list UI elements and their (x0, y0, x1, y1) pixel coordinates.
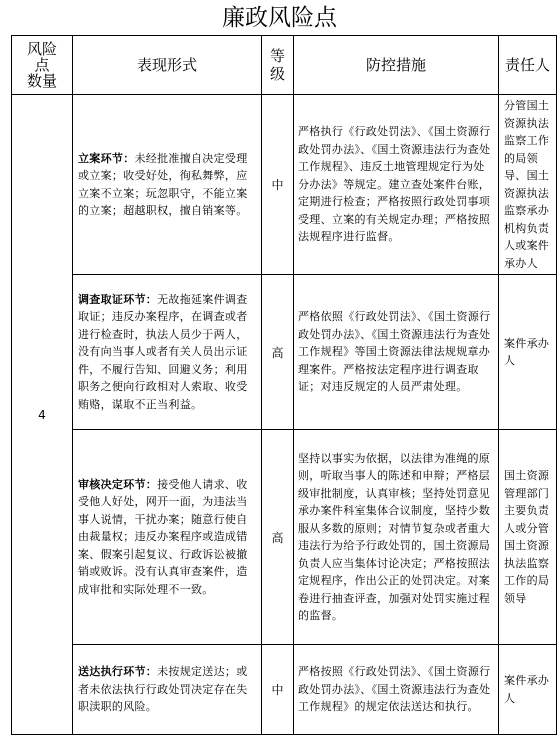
table-row (12, 275, 557, 430)
header-count-line: 数量 (26, 72, 57, 90)
stage-label: 送达执行环节： (78, 665, 158, 679)
header-count-line: 风险 (26, 40, 57, 58)
header-responsible: 责任人 (499, 36, 557, 95)
table-row (12, 95, 557, 275)
stage-label: 立案环节： (78, 151, 135, 165)
level-cell: 高 (262, 430, 294, 645)
measures-cell: 严格依照《行政处罚法》、《国土资源行政处罚办法》、《国土资源违法行为查处工作规程》等国土资源法律法规规章办理案件。严格按法定程序进行调查取证；对违反规定的人员严肃处理。 (294, 275, 499, 430)
header-level (262, 36, 294, 95)
header-count-line: 点 (34, 56, 50, 74)
header-count (12, 36, 73, 95)
risk-table (11, 35, 557, 735)
level-cell: 中 (262, 645, 294, 735)
responsible-cell: 案件承办人 (499, 645, 557, 735)
form-text: 未按规定送达；或者未依法执行行政处罚决定存在失职渎职的风险。 (78, 665, 248, 714)
form-text: 未经批准擅自决定受理或立案；收受好处，徇私舞弊，应立案不立案；玩忽职守，不能立案的立案；超越职权，擅自销案等。 (78, 151, 248, 217)
form-cell (73, 645, 262, 735)
table-row (12, 430, 557, 645)
level-cell: 高 (262, 275, 294, 430)
header-level-line: 等 (269, 47, 285, 65)
header-form: 表现形式 (73, 36, 262, 95)
header-measures: 防控措施 (294, 36, 499, 95)
header-level-line: 级 (269, 65, 285, 83)
stage-label: 审核决定环节： (78, 477, 158, 491)
table-row (12, 645, 557, 735)
stage-label: 调查取证环节： (78, 292, 158, 306)
responsible-cell: 国土资源管理部门主要负责人或分管国土资源执法监察工作的局领导 (499, 430, 557, 645)
form-text: 接受他人请求、收受他人好处，网开一面，为违法当事人说情，干扰办案；随意行使自由裁量权；违反办案程序或造成错案、假案引起复议、行政诉讼被撤销或败诉。没有认真审查案件，造成审批和实际处理不一致。 (78, 477, 248, 596)
risk-count: 4 (12, 95, 73, 735)
responsible-cell: 分管国土资源执法监察工作的局领导、国土资源执法监察承办机构负责人或案件承办人 (499, 95, 557, 275)
responsible-cell: 案件承办人 (499, 275, 557, 430)
form-cell (73, 275, 262, 430)
page-title: 廉政风险点 (222, 5, 337, 31)
measures-cell: 严格按照《行政处罚法》、《国土资源行政处罚办法》、《国土资源违法行为查处工作规程》的规定依法送达和执行。 (294, 645, 499, 735)
form-cell (73, 95, 262, 275)
level-cell: 中 (262, 95, 294, 275)
form-text: 无故拖延案件调查取证；违反办案程序，在调查或者进行检查时，执法人员少于两人，没有向当事人或者有关人员出示证件，不履行告知、回避义务；利用职务之便向行政相对人索取、收受贿赂，谋取不正当利益。 (78, 292, 248, 411)
form-cell (73, 430, 262, 645)
measures-cell: 坚持以事实为依据，以法律为准绳的原则，听取当事人的陈述和申辩；严格层级审批制度，认真审核；坚持处罚意见承办案件科室集体合议制度，坚持少数服从多数的原则；对情节复杂或者重大违法行为给予行政处罚的，国土资源局负责人应当集体讨论决定；严格按照法定规程序，作出公正的处罚决定。对案卷进行抽查评查，加强对处罚实施过程的监督。 (294, 430, 499, 645)
measures-cell: 严格执行《行政处罚法》、《国土资源行政处罚办法》、《国土资源违法行为查处工作规程》、违反土地管理规定行为处分办法》等规定。建立查处案件台账，定期进行检查；严格按照行政处罚事项受理、立案的有关规定办理；严格按照法规程序进行监督。 (294, 95, 499, 275)
header-row (12, 36, 557, 95)
